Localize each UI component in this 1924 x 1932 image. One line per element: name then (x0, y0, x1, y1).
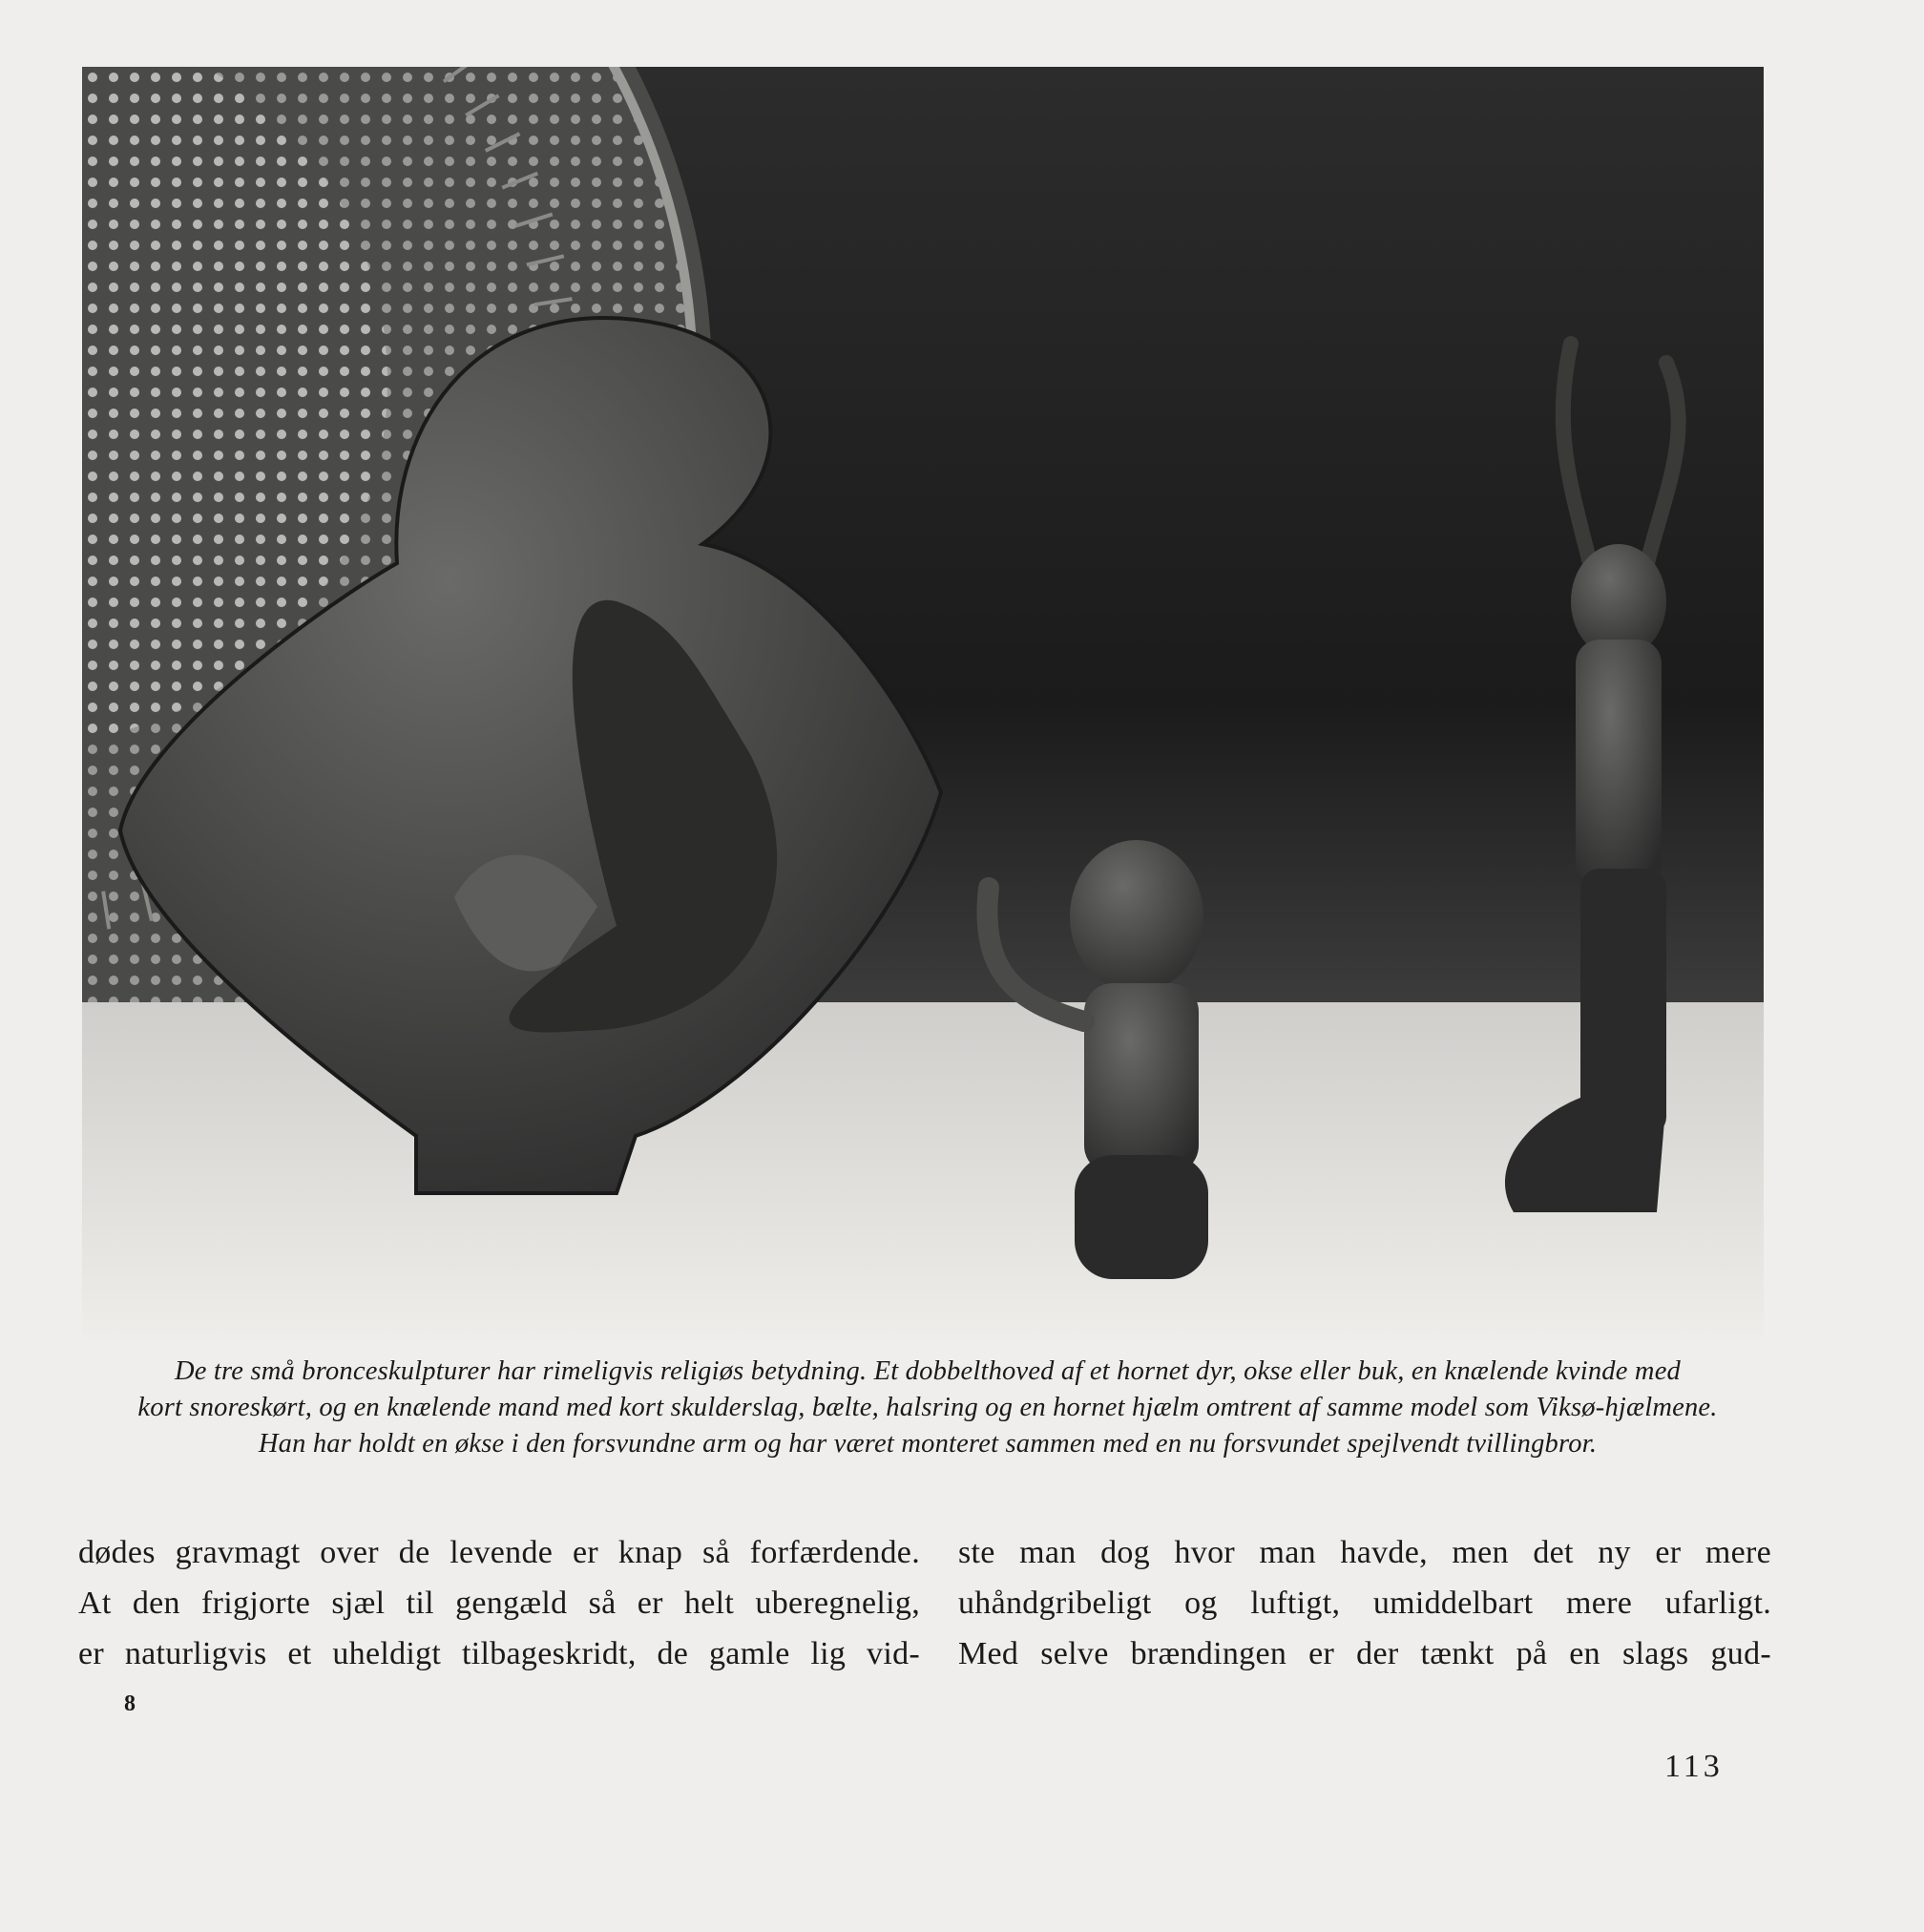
bronze-sculptures-photo (82, 67, 1764, 1338)
caption-line: kort snoreskørt, og en knælende mand med kort skulderslag, bælte, halsring og en hornet hjælm omtrent af samme model som Viksø-hjælmene. (137, 1393, 1718, 1422)
body-line: er naturligvis et uheldigt tilbageskridt, de gamle lig vid- (78, 1636, 920, 1671)
photograph (82, 67, 1764, 1338)
page-number: 113 (1664, 1749, 1724, 1784)
body-column-left (78, 1527, 920, 1679)
photo-caption (78, 1354, 1777, 1462)
caption-line: Han har holdt en økse i den forsvundne arm og har været monteret sammen med en nu forsvundet spejlvendt tvillingbror. (258, 1429, 1598, 1459)
signature-mark: 8 (124, 1691, 136, 1716)
body-line: uhåndgribeligt og luftigt, umiddelbart mere ufarligt. (958, 1586, 1771, 1621)
body-line: dødes gravmagt over de levende er knap så forfærdende. (78, 1535, 920, 1570)
caption-line: De tre små bronceskulpturer har rimeligvis religiøs betydning. Et dobbelthoved af et hornet dyr, okse eller buk, en knælende kvinde med (174, 1356, 1682, 1386)
body-line: ste man dog hvor man havde, men det ny er mere (958, 1535, 1771, 1570)
body-line: At den frigjorte sjæl til gengæld så er helt uberegnelig, (78, 1586, 920, 1621)
body-line: Med selve brændingen er der tænkt på en slags gud- (958, 1636, 1771, 1671)
body-column-right (958, 1527, 1771, 1679)
